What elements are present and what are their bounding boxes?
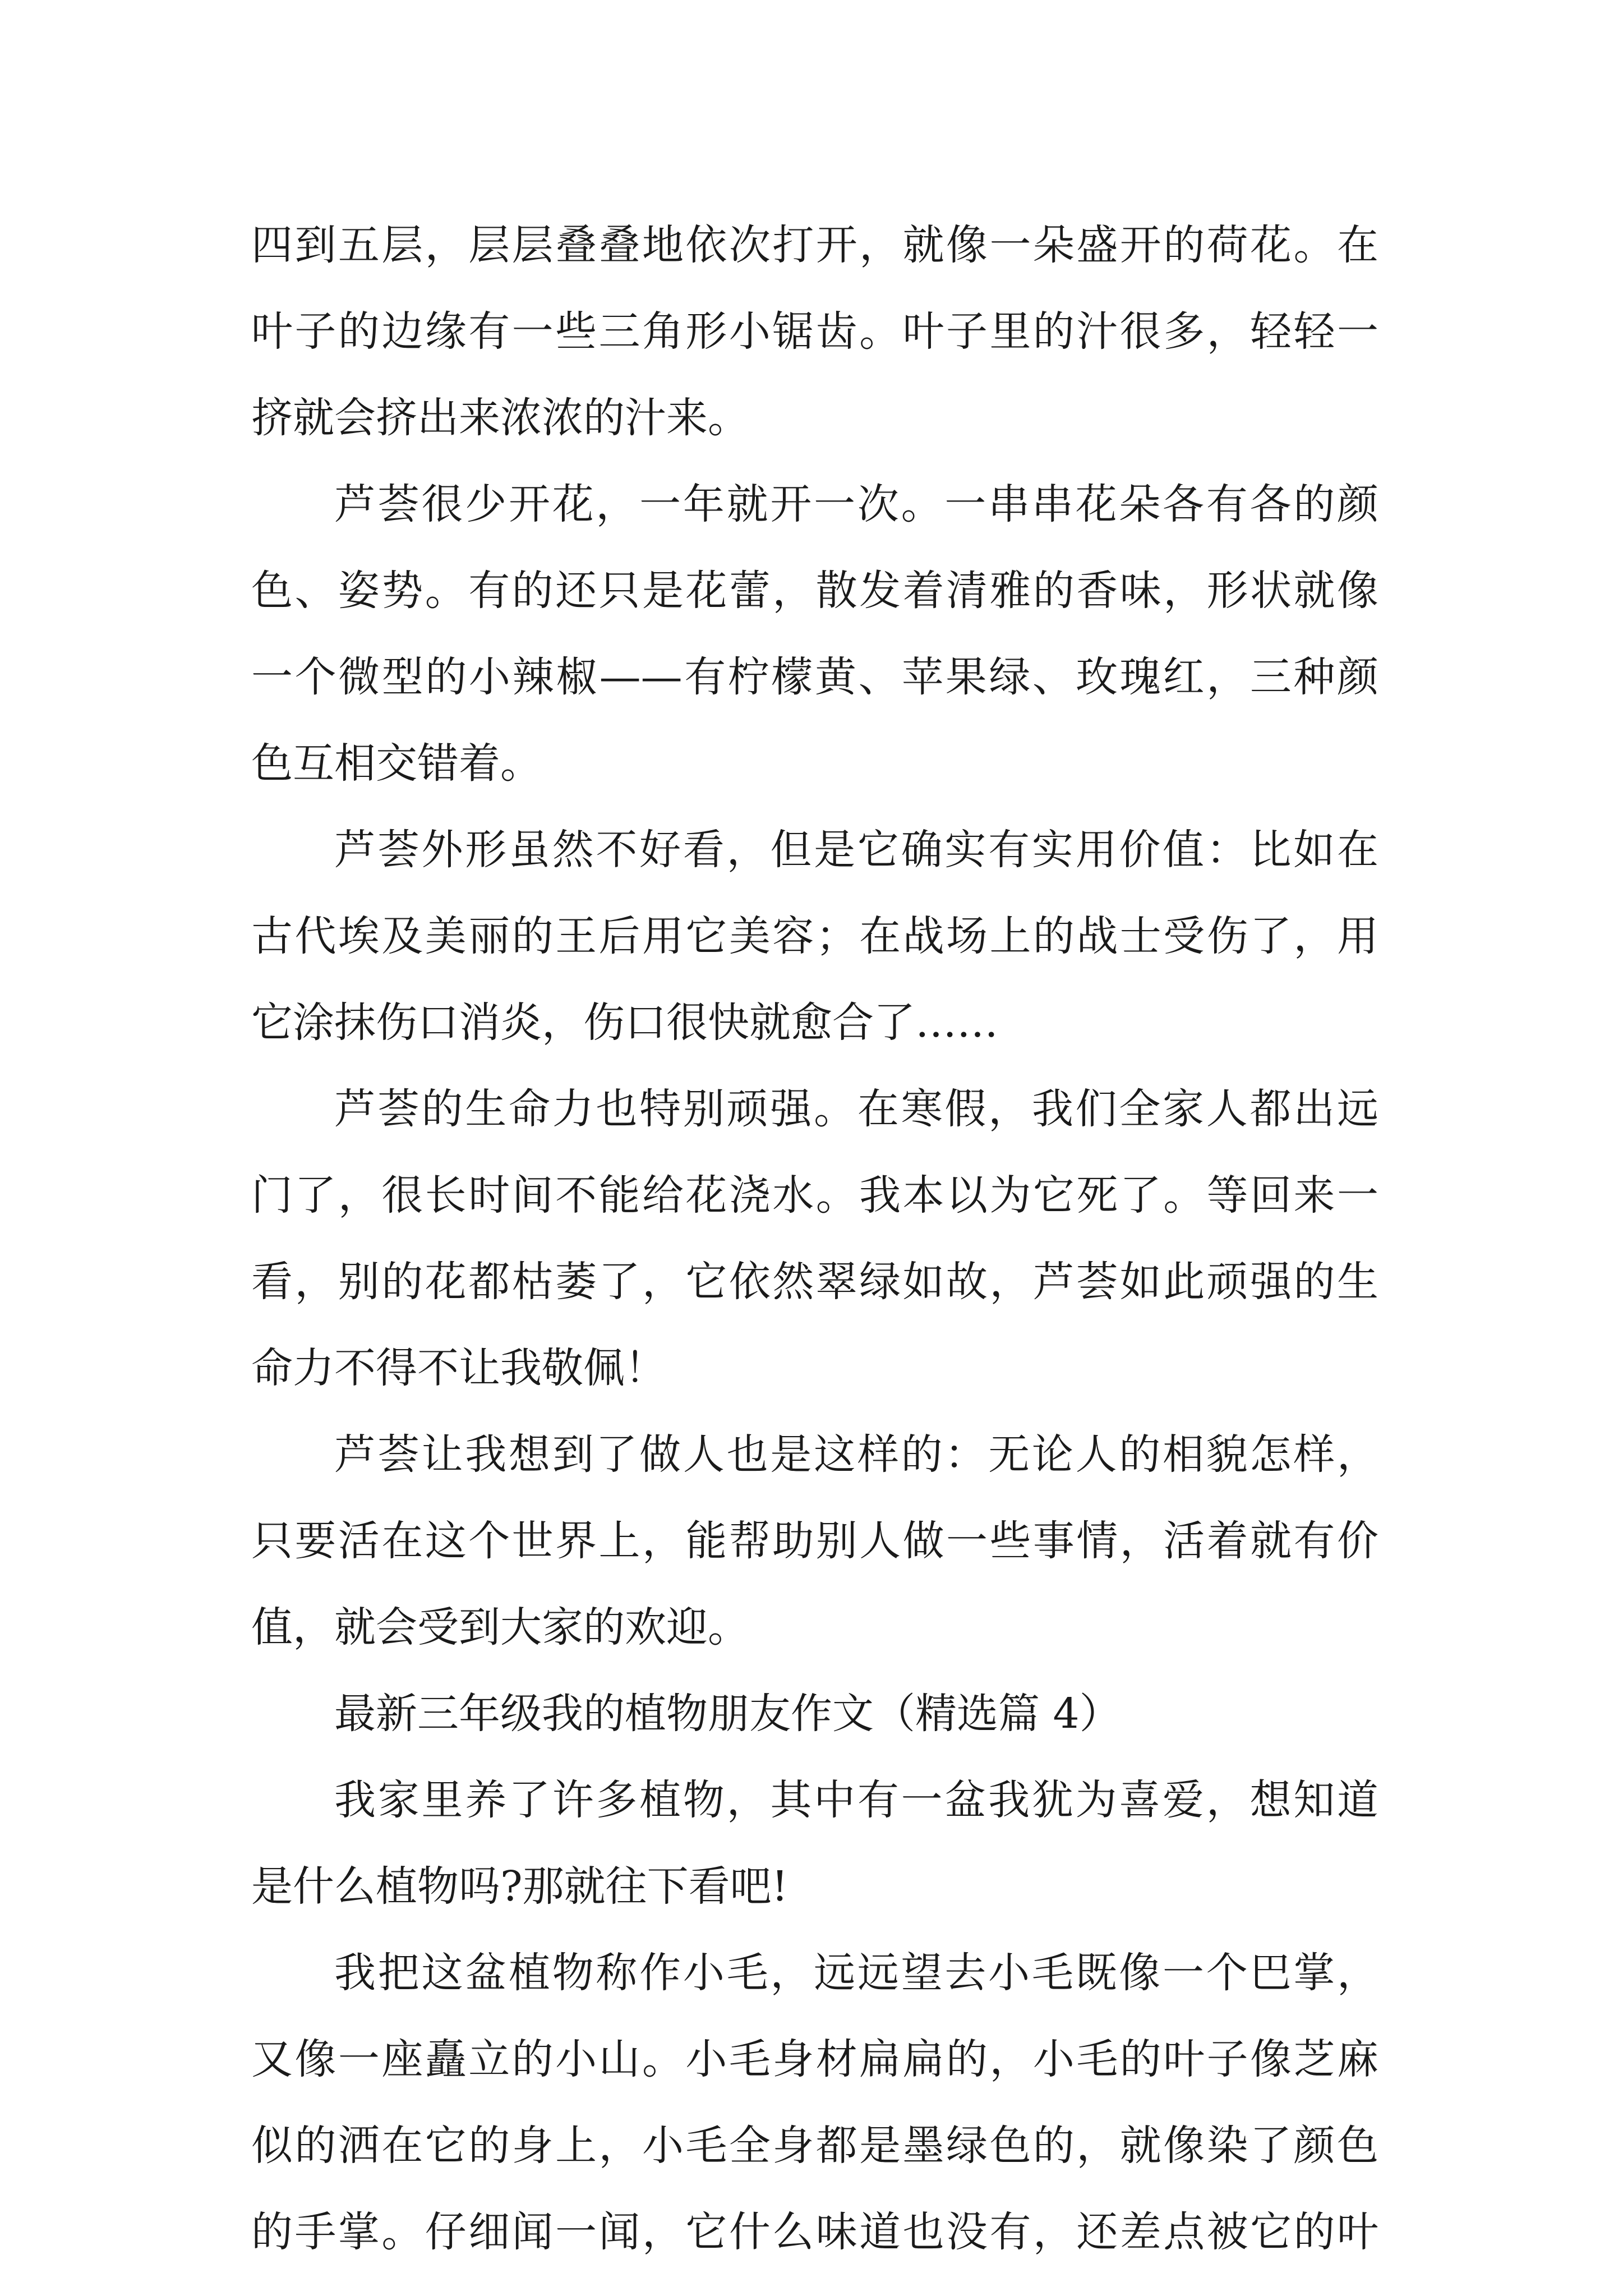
text-line: 古代埃及美丽的王后用它美容；在战场上的战士受伤了，用 bbox=[251, 912, 1378, 960]
text-line: 是什么植物吗?那就往下看吧! bbox=[251, 1862, 789, 1911]
text-line: 色、姿势。有的还只是花蕾，散发着清雅的香味，形状就像 bbox=[251, 567, 1378, 615]
text-line: 芦荟很少开花，一年就开一次。一串串花朵各有各的颜 bbox=[334, 480, 1378, 528]
text-line: 芦荟让我想到了做人也是这样的：无论人的相貌怎样， bbox=[334, 1430, 1378, 1479]
text-line: 似的洒在它的身上，小毛全身都是墨绿色的，就像染了颜色 bbox=[251, 2122, 1378, 2170]
text-line: 只要活在这个世界上，能帮助别人做一些事情，活着就有价 bbox=[251, 1517, 1378, 1565]
text-line: 又像一座矗立的小山。小毛身材扁扁的，小毛的叶子像芝麻 bbox=[251, 2035, 1378, 2083]
text-line: 四到五层，层层叠叠地依次打开，就像一朵盛开的荷花。在 bbox=[251, 221, 1378, 269]
text-line: 命力不得不让我敬佩！ bbox=[251, 1344, 666, 1392]
text-line: 芦荟外形虽然不好看，但是它确实有实用价值：比如在 bbox=[334, 826, 1378, 874]
text-line: 值，就会受到大家的欢迎。 bbox=[251, 1603, 749, 1651]
text-line: 挤就会挤出来浓浓的汁来。 bbox=[251, 394, 749, 442]
text-line: 看，别的花都枯萎了，它依然翠绿如故，芦荟如此顽强的生 bbox=[251, 1258, 1378, 1306]
document-body bbox=[251, 202, 1378, 2275]
text-line: 门了，很长时间不能给花浇水。我本以为它死了。等回来一 bbox=[251, 1171, 1378, 1220]
text-line: 它涂抹伤口消炎，伤口很快就愈合了…… bbox=[251, 999, 998, 1047]
text-line: 叶子的边缘有一些三角形小锯齿。叶子里的汁很多，轻轻一 bbox=[251, 307, 1378, 356]
text-line: 我把这盆植物称作小毛，远远望去小毛既像一个巴掌， bbox=[334, 1949, 1378, 1997]
section-heading: 最新三年级我的植物朋友作文（精选篇 4） bbox=[334, 1690, 1121, 1738]
text-line: 芦荟的生命力也特别顽强。在寒假，我们全家人都出远 bbox=[334, 1085, 1378, 1133]
text-line: 色互相交错着。 bbox=[251, 739, 542, 788]
text-line: 一个微型的小辣椒——有柠檬黄、苹果绿、玫瑰红，三种颜 bbox=[251, 653, 1378, 701]
text-line: 的手掌。仔细闻一闻，它什么味道也没有，还差点被它的叶 bbox=[251, 2208, 1378, 2256]
text-line: 我家里养了许多植物，其中有一盆我犹为喜爱，想知道 bbox=[334, 1776, 1378, 1824]
